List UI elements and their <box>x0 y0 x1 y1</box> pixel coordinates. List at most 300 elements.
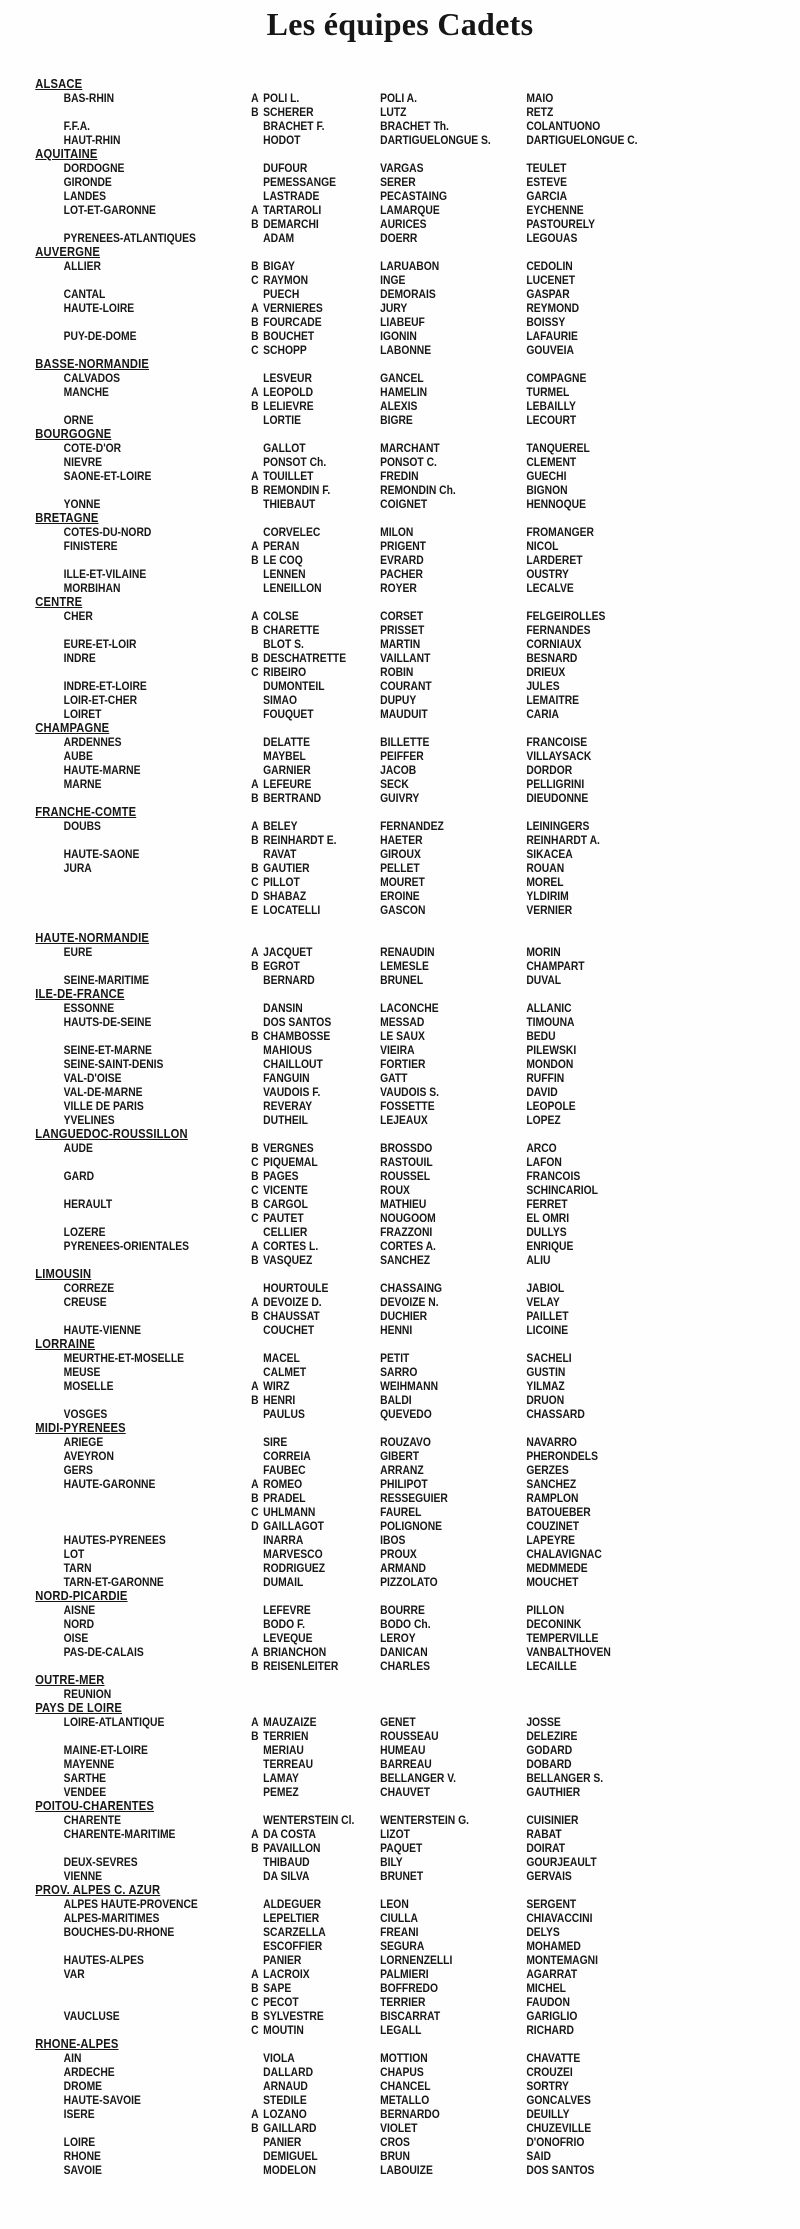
player-name: BLOT S. <box>263 637 304 651</box>
player-name: VILLAYSACK <box>526 749 592 763</box>
player-name: RASTOUIL <box>380 1155 433 1169</box>
player-name: MAUDUIT <box>380 707 428 721</box>
department-name: BAS-RHIN <box>63 91 115 105</box>
player-name: MOREL <box>526 875 564 889</box>
player-name: DANSIN <box>263 1001 303 1015</box>
player-name: MOUTIN <box>263 2023 304 2037</box>
team-row <box>0 525 688 539</box>
region-name: NORD-PICARDIE <box>35 1588 128 1603</box>
department-name: CHARENTE-MARITIME <box>63 1827 176 1841</box>
player-name: PAQUET <box>380 1841 423 1855</box>
player-name: COIGNET <box>380 497 428 511</box>
region-name: LORRAINE <box>35 1336 96 1351</box>
department-name: NIEVRE <box>63 455 103 469</box>
team-row <box>0 1407 688 1421</box>
player-name: POLI A. <box>380 91 418 105</box>
player-name: GUECHI <box>526 469 567 483</box>
player-name: YILMAZ <box>526 1379 565 1393</box>
department-name: JURA <box>63 861 92 875</box>
player-name: COLANTUONO <box>526 119 601 133</box>
team-row <box>0 1449 688 1463</box>
player-name: DANICAN <box>380 1645 428 1659</box>
department-name: CREUSE <box>63 1295 107 1309</box>
player-name: CALMET <box>263 1365 307 1379</box>
team-row <box>0 749 688 763</box>
team-row <box>0 973 688 987</box>
team-row <box>0 637 688 651</box>
team-letter: B <box>251 1029 259 1043</box>
team-row <box>0 231 688 245</box>
department-name: DOUBS <box>63 819 101 833</box>
player-name: JOSSE <box>526 1715 561 1729</box>
player-name: HUMEAU <box>380 1743 426 1757</box>
region-name: RHONE-ALPES <box>35 2036 119 2051</box>
player-name: LENNEN <box>263 567 306 581</box>
team-row <box>0 119 688 133</box>
team-letter: B <box>251 553 259 567</box>
player-name: FOUQUET <box>263 707 314 721</box>
player-name: CROS <box>380 2135 410 2149</box>
player-name: BIGNON <box>526 483 568 497</box>
team-row <box>0 1463 688 1477</box>
department-name: BOUCHES-DU-RHONE <box>63 1925 175 1939</box>
player-name: LEPELTIER <box>263 1911 320 1925</box>
player-name: GANCEL <box>380 371 424 385</box>
player-name: BODO Ch. <box>380 1617 431 1631</box>
player-name: LUCENET <box>526 273 576 287</box>
player-name: LACROIX <box>263 1967 310 1981</box>
player-name: JURY <box>380 301 408 315</box>
player-name: MARCHANT <box>380 441 440 455</box>
team-row <box>0 861 688 875</box>
player-name: DOERR <box>380 231 418 245</box>
region-group <box>0 1883 688 2037</box>
player-name: DELEZIRE <box>526 1729 578 1743</box>
department-name: CALVADOS <box>63 371 121 385</box>
team-row <box>0 1981 688 1995</box>
player-name: OUSTRY <box>526 567 569 581</box>
player-name: QUEVEDO <box>380 1407 432 1421</box>
player-name: DUCHIER <box>380 1309 428 1323</box>
player-name: DOS SANTOS <box>263 1015 332 1029</box>
team-letter: A <box>251 385 259 399</box>
team-row <box>0 1057 688 1071</box>
team-letter: B <box>251 483 259 497</box>
department-name: GARD <box>63 1169 95 1183</box>
team-letter: B <box>251 623 259 637</box>
department-name: ALPES-MARITIMES <box>63 1911 160 1925</box>
player-name: BRUNEL <box>380 973 424 987</box>
player-name: PANIER <box>263 1953 302 1967</box>
region-group <box>0 1127 688 1267</box>
player-name: DARTIGUELONGUE C. <box>526 133 638 147</box>
team-row <box>0 1071 688 1085</box>
player-name: REVERAY <box>263 1099 313 1113</box>
team-letter: C <box>251 2023 259 2037</box>
player-name: MONDON <box>526 1057 574 1071</box>
player-name: SCHERER <box>263 105 314 119</box>
player-name: LEON <box>380 1897 409 1911</box>
team-row <box>0 1323 688 1337</box>
player-name: FELGEIROLLES <box>526 609 606 623</box>
player-name: LAPEYRE <box>526 1533 576 1547</box>
region-group <box>0 427 688 511</box>
player-name: PALMIERI <box>380 1967 429 1981</box>
team-row <box>0 651 688 665</box>
region-group <box>0 1799 688 1883</box>
player-name: CHASSAING <box>380 1281 443 1295</box>
player-name: PRADEL <box>263 1491 306 1505</box>
region-name: HAUTE-NORMANDIE <box>35 930 150 945</box>
player-name: LESVEUR <box>263 371 312 385</box>
player-name: IBOS <box>380 1533 406 1547</box>
player-name: FERRET <box>526 1197 568 1211</box>
player-name: POLIGNONE <box>380 1519 443 1533</box>
player-name: MILON <box>380 525 414 539</box>
player-name: HAETER <box>380 833 423 847</box>
department-name: ILLE-ET-VILAINE <box>63 567 147 581</box>
department-name: YVELINES <box>63 1113 115 1127</box>
team-row <box>0 693 688 707</box>
department-name: F.F.A. <box>63 119 91 133</box>
team-row <box>0 875 688 889</box>
team-row <box>0 609 688 623</box>
player-name: PHILIPOT <box>380 1477 428 1491</box>
player-name: GARCIA <box>526 189 568 203</box>
player-name: WEIHMANN <box>380 1379 439 1393</box>
department-name: ARDENNES <box>63 735 122 749</box>
department-name: ALLIER <box>63 259 101 273</box>
region-name: POITOU-CHARENTES <box>35 1798 154 1813</box>
department-name: COTES-DU-NORD <box>63 525 152 539</box>
player-name: SYLVESTRE <box>263 2009 324 2023</box>
region-name: PROV. ALPES C. AZUR <box>35 1882 161 1897</box>
team-letter: A <box>251 301 259 315</box>
player-name: BILLETTE <box>380 735 430 749</box>
player-name: BERTRAND <box>263 791 322 805</box>
team-row <box>0 175 688 189</box>
player-name: COMPAGNE <box>526 371 587 385</box>
player-name: SCHOPP <box>263 343 307 357</box>
player-name: GERZES <box>526 1463 569 1477</box>
player-name: MAHIOUS <box>263 1043 312 1057</box>
player-name: VIEIRA <box>380 1043 415 1057</box>
player-name: NOUGOOM <box>380 1211 436 1225</box>
department-name: AUBE <box>63 749 93 763</box>
team-row <box>0 1715 688 1729</box>
player-name: LORTIE <box>263 413 301 427</box>
team-row <box>0 469 688 483</box>
player-name: EROINE <box>380 889 420 903</box>
team-row <box>0 1813 688 1827</box>
department-name: REUNION <box>63 1687 112 1701</box>
player-name: SHABAZ <box>263 889 307 903</box>
player-name: FAUREL <box>380 1505 422 1519</box>
player-name: ARNAUD <box>263 2079 308 2093</box>
team-letter: B <box>251 833 259 847</box>
department-name: CANTAL <box>63 287 106 301</box>
player-name: GAUTIER <box>263 861 310 875</box>
team-letter: B <box>251 1729 259 1743</box>
player-name: VAUDOIS F. <box>263 1085 321 1099</box>
team-row <box>0 665 688 679</box>
team-row <box>0 1365 688 1379</box>
team-row <box>0 567 688 581</box>
department-name: VAL-D'OISE <box>63 1071 122 1085</box>
team-row <box>0 1197 688 1211</box>
department-name: SEINE-ET-MARNE <box>63 1043 152 1057</box>
player-name: LUTZ <box>380 105 407 119</box>
team-letter: B <box>251 1197 259 1211</box>
team-row <box>0 1631 688 1645</box>
region-group <box>0 357 688 427</box>
team-row <box>0 1169 688 1183</box>
player-name: HENNOQUE <box>526 497 586 511</box>
player-name: DESCHATRETTE <box>263 651 347 665</box>
player-name: RESSEGUIER <box>380 1491 448 1505</box>
player-name: SCARZELLA <box>263 1925 326 1939</box>
team-letter: E <box>251 903 259 917</box>
player-name: VICENTE <box>263 1183 308 1197</box>
player-name: LAMARQUE <box>380 203 440 217</box>
department-name: MAYENNE <box>63 1757 115 1771</box>
player-name: LAFON <box>526 1155 562 1169</box>
player-name: SAPE <box>263 1981 292 1995</box>
team-row <box>0 1505 688 1519</box>
player-name: MOTTION <box>380 2051 428 2065</box>
team-row <box>0 1687 688 1701</box>
player-name: REMONDIN Ch. <box>380 483 456 497</box>
player-name: TOUILLET <box>263 469 314 483</box>
department-name: SEINE-MARITIME <box>63 973 150 987</box>
player-name: GARIGLIO <box>526 2009 578 2023</box>
team-letter: B <box>251 2121 259 2135</box>
team-row <box>0 1253 688 1267</box>
player-name: PASTOURELY <box>526 217 595 231</box>
region-name: BOURGOGNE <box>35 426 112 441</box>
player-name: SARRO <box>380 1365 418 1379</box>
player-name: LIZOT <box>380 1827 410 1841</box>
player-name: CORTES L. <box>263 1239 319 1253</box>
player-name: THIEBAUT <box>263 497 316 511</box>
player-name: TERRIER <box>380 1995 426 2009</box>
player-name: DECONINK <box>526 1617 582 1631</box>
team-row <box>0 1183 688 1197</box>
player-name: ROUAN <box>526 861 565 875</box>
department-name: LOT-ET-GARONNE <box>63 203 156 217</box>
player-name: ROUSSEL <box>380 1169 431 1183</box>
team-row <box>0 2149 688 2163</box>
player-name: ROUSSEAU <box>380 1729 439 1743</box>
department-name: SAVOIE <box>63 2163 102 2177</box>
player-name: LOPEZ <box>526 1113 561 1127</box>
department-name: PYRENEES-ORIENTALES <box>63 1239 190 1253</box>
player-name: LORNENZELLI <box>380 1953 453 1967</box>
team-row <box>0 1869 688 1883</box>
region-group <box>0 1267 688 1337</box>
team-row <box>0 1239 688 1253</box>
player-name: PANIER <box>263 2135 302 2149</box>
department-name: AISNE <box>63 1603 96 1617</box>
team-row <box>0 1827 688 1841</box>
team-row <box>0 1113 688 1127</box>
player-name: PIQUEMAL <box>263 1155 318 1169</box>
team-letter: B <box>251 1393 259 1407</box>
department-name: LOIRET <box>63 707 102 721</box>
player-name: GAILLARD <box>263 2121 317 2135</box>
team-row <box>0 1533 688 1547</box>
team-row <box>0 133 688 147</box>
player-name: FORTIER <box>380 1057 426 1071</box>
department-name: COTE-D'OR <box>63 441 122 455</box>
player-name: BESNARD <box>526 651 578 665</box>
player-name: PUECH <box>263 287 300 301</box>
player-name: DA COSTA <box>263 1827 316 1841</box>
team-row <box>0 301 688 315</box>
player-name: FANGUIN <box>263 1071 310 1085</box>
player-name: COUZINET <box>526 1519 580 1533</box>
team-row <box>0 1953 688 1967</box>
player-name: MERIAU <box>263 1743 304 1757</box>
department-name: VAL-DE-MARNE <box>63 1085 143 1099</box>
player-name: GALLOT <box>263 441 306 455</box>
player-name: DOS SANTOS <box>526 2163 595 2177</box>
player-name: DALLARD <box>263 2065 314 2079</box>
team-letter: A <box>251 469 259 483</box>
player-name: DEVOIZE D. <box>263 1295 322 1309</box>
player-name: GASPAR <box>526 287 570 301</box>
player-name: MOHAMED <box>526 1939 581 1953</box>
player-name: VERNIER <box>526 903 573 917</box>
team-row <box>0 2051 688 2065</box>
player-name: TEMPERVILLE <box>526 1631 599 1645</box>
team-row <box>0 2121 688 2135</box>
player-name: TIMOUNA <box>526 1015 575 1029</box>
department-name: MAINE-ET-LOIRE <box>63 1743 148 1757</box>
player-name: CHAUSSAT <box>263 1309 320 1323</box>
player-name: CHARETTE <box>263 623 320 637</box>
team-row <box>0 497 688 511</box>
team-letter: A <box>251 777 259 791</box>
player-name: CARIA <box>526 707 559 721</box>
player-name: CHASSARD <box>526 1407 585 1421</box>
player-name: RUFFIN <box>526 1071 565 1085</box>
player-name: CHANCEL <box>380 2079 431 2093</box>
player-name: PAVAILLON <box>263 1841 321 1855</box>
player-name: BELLANGER S. <box>526 1771 604 1785</box>
player-name: AURICES <box>380 217 427 231</box>
player-name: PEIFFER <box>380 749 424 763</box>
player-name: BIGAY <box>263 259 295 273</box>
player-name: GIROUX <box>380 847 421 861</box>
team-letter: A <box>251 1295 259 1309</box>
department-name: HAUTES-PYRENEES <box>63 1533 166 1547</box>
department-name: HAUTE-SAVOIE <box>63 2093 141 2107</box>
player-name: DULLYS <box>526 1225 567 1239</box>
team-letter: B <box>251 1659 259 1673</box>
department-name: LANDES <box>63 189 107 203</box>
team-row <box>0 1617 688 1631</box>
team-row <box>0 329 688 343</box>
department-name: VAR <box>63 1967 85 1981</box>
player-name: LASTRADE <box>263 189 320 203</box>
player-name: GONCALVES <box>526 2093 591 2107</box>
player-name: LELIEVRE <box>263 399 314 413</box>
player-name: LE COQ <box>263 553 303 567</box>
region-group <box>0 931 688 987</box>
player-name: BERNARDO <box>380 2107 440 2121</box>
player-name: RICHARD <box>526 2023 574 2037</box>
team-row <box>0 735 688 749</box>
department-name: SAONE-ET-LOIRE <box>63 469 152 483</box>
region-group <box>0 511 688 595</box>
player-name: LEOPOLD <box>263 385 314 399</box>
team-row <box>0 2023 688 2037</box>
player-name: BIGRE <box>380 413 413 427</box>
player-name: PAUTET <box>263 1211 304 1225</box>
department-name: ORNE <box>63 413 94 427</box>
player-name: GASCON <box>380 903 426 917</box>
department-name: VOSGES <box>63 1407 108 1421</box>
team-letter: C <box>251 875 259 889</box>
player-name: PONSOT C. <box>380 455 437 469</box>
player-name: DOIRAT <box>526 1841 566 1855</box>
team-row <box>0 1379 688 1393</box>
team-letter: C <box>251 1155 259 1169</box>
player-name: SERER <box>380 175 416 189</box>
department-name: LOIRE <box>63 2135 96 2149</box>
department-name: LOIRE-ATLANTIQUE <box>63 1715 165 1729</box>
team-row <box>0 413 688 427</box>
player-name: CORTES A. <box>380 1239 436 1253</box>
player-name: BERNARD <box>263 973 315 987</box>
player-name: RAMPLON <box>526 1491 579 1505</box>
player-name: SANCHEZ <box>380 1253 431 1267</box>
player-name: ALLANIC <box>526 1001 572 1015</box>
player-name: ADAM <box>263 231 295 245</box>
team-letter: A <box>251 1715 259 1729</box>
team-row <box>0 1603 688 1617</box>
player-name: RIBEIRO <box>263 665 307 679</box>
player-name: PHERONDELS <box>526 1449 598 1463</box>
team-row <box>0 217 688 231</box>
team-row <box>0 1547 688 1561</box>
player-name: LE SAUX <box>380 1029 425 1043</box>
player-name: PAILLET <box>526 1309 569 1323</box>
player-name: PELLET <box>380 861 420 875</box>
team-row <box>0 1855 688 1869</box>
player-name: PIZZOLATO <box>380 1575 438 1589</box>
team-row <box>0 2093 688 2107</box>
region-group <box>0 1673 688 1701</box>
player-name: CEDOLIN <box>526 259 573 273</box>
player-name: LARUABON <box>380 259 440 273</box>
player-name: JULES <box>526 679 560 693</box>
team-letter: A <box>251 539 259 553</box>
team-letter: B <box>251 1309 259 1323</box>
region-group <box>0 1421 688 1589</box>
player-name: YLDIRIM <box>526 889 569 903</box>
player-name: CHUZEVILLE <box>526 2121 592 2135</box>
team-row <box>0 959 688 973</box>
player-name: ARCO <box>526 1141 557 1155</box>
player-name: PONSOT Ch. <box>263 455 327 469</box>
department-name: ARDECHE <box>63 2065 115 2079</box>
player-name: ROUX <box>380 1183 410 1197</box>
player-name: CORVELEC <box>263 525 321 539</box>
department-name: TARN <box>63 1561 92 1575</box>
department-name: HAUTE-MARNE <box>63 763 141 777</box>
